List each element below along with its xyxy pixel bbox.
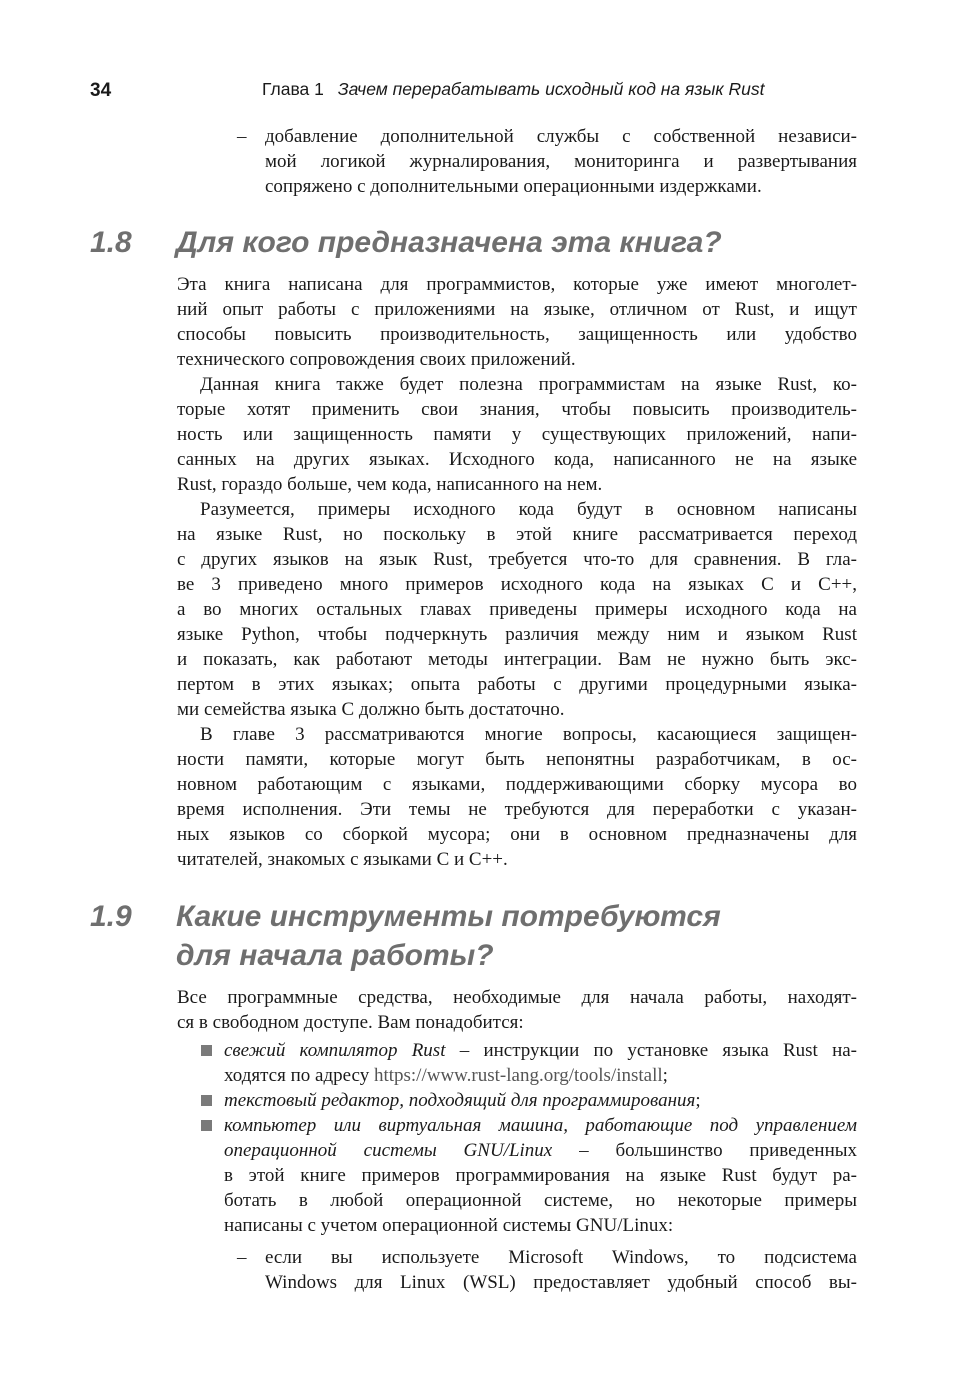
text-line: ности памяти, которые могут быть непонятны разработчикам, в ос- (177, 749, 857, 770)
text-line: языке Python, чтобы подчеркнуть различия между ним и языком Rust (177, 624, 857, 645)
text-line: санных на других языках. Исходного кода, написанного не на языке (177, 449, 857, 470)
text-line: В главе 3 рассматриваются многие вопросы, касающиеся защищен- (200, 724, 857, 745)
page-number: 34 (90, 80, 112, 101)
list-item-line: ботать в любой операционной системе, но некоторые примеры (224, 1190, 857, 1211)
bullet-icon (201, 1120, 212, 1131)
list-item-line (224, 1113, 857, 1138)
text-line: на языке Rust, но поскольку в этой книге рассматривается переход (177, 524, 857, 545)
dash-marker: – (237, 126, 247, 147)
section-title-line: Какие инструменты потребуются (176, 900, 721, 933)
list-item-line: написаны с учетом операционной системы GNU/Linux: (224, 1215, 674, 1236)
bullet-icon (201, 1095, 212, 1106)
text-line: а во многих остальных главах приведены примеры исходного кода на (177, 599, 857, 620)
text-line: читателей, знакомых с языками C и C++. (177, 849, 508, 870)
text-run: ; (695, 1090, 701, 1111)
list-item-line (224, 1138, 857, 1163)
text-run: ходятся по адресу (224, 1065, 374, 1086)
text-line: Данная книга также будет полезна программистам на языке Rust, ко- (200, 374, 857, 395)
text-run: – большинство приведенных (552, 1140, 858, 1161)
text-line: пертом в этих языках; опыта работы с другими процедурными языка- (177, 674, 857, 695)
text-line: ность или защищенность памяти у существующих приложений, напи- (177, 424, 857, 445)
text-line: ных языков со сборкой мусора; они в основном предназначены для (177, 824, 857, 845)
text-line: с других языков на язык Rust, требуется что-то для сравнения. В гла- (177, 549, 857, 570)
text-line: технического сопровождения своих приложений. (177, 349, 576, 370)
text-line: новном работающим с языками, поддерживающими сборку мусора во (177, 774, 857, 795)
text-line: ми семейства языка C должно быть достаточно. (177, 699, 565, 720)
dash-marker: – (237, 1247, 247, 1268)
text-line: Эта книга написана для программистов, которые уже имеют многолет- (177, 274, 857, 295)
list-item-line (224, 1088, 857, 1113)
section-title: Для кого предназначена эта книга? (176, 226, 722, 259)
text-line: если вы используете Microsoft Windows, то подсистема (265, 1247, 857, 1268)
text-line: Rust, гораздо больше, чем кода, написанного на нем. (177, 474, 603, 495)
section-number: 1.8 (90, 226, 132, 259)
text-line: ве 3 приведено много примеров исходного кода на языках C и C++, (177, 574, 857, 595)
text-line: сопряжено с дополнительными операционными издержками. (265, 176, 762, 197)
section-title-line: для начала работы? (176, 939, 494, 972)
text-line: торые хотят применить свои знания, чтобы повысить производитель- (177, 399, 857, 420)
emphasis: операционной системы GNU/Linux (224, 1140, 553, 1161)
chapter-title: Зачем перерабатывать исходный код на язык Rust (337, 79, 765, 99)
list-item-line: в этой книге примеров программирования на языке Rust будут ра- (224, 1165, 857, 1186)
text-line: Windows для Linux (WSL) предоставляет удобный способ вы- (265, 1272, 857, 1293)
chapter-heading (262, 79, 764, 100)
text-line: Разумеется, примеры исходного кода будут в основном написаны (200, 499, 857, 520)
text-line: мой логикой журналирования, мониторинга и развертывания (265, 151, 857, 172)
text-line: ний опыт работы с приложениями на языке, отличном от Rust, и ищут (177, 299, 857, 320)
emphasis: компьютер или виртуальная машина, работающие под управлением (224, 1115, 857, 1136)
section-number: 1.9 (90, 900, 132, 933)
running-header (0, 78, 974, 106)
text-line: способы повысить производительность, защищенность или удобство (177, 324, 857, 345)
text-line: добавление дополнительной службы с собственной независи- (265, 126, 857, 147)
list-item-line (224, 1063, 857, 1088)
rust-install-link[interactable]: https://www.rust-lang.org/tools/install (373, 1065, 663, 1086)
text-run: – инструкции по установке языка Rust на- (445, 1040, 857, 1061)
text-run: ; (662, 1065, 668, 1086)
text-line: Все программные средства, необходимые для начала работы, находят- (177, 987, 857, 1008)
bullet-icon (201, 1045, 212, 1056)
chapter-label: Глава 1 (262, 79, 324, 99)
emphasis: свежий компилятор Rust (224, 1040, 446, 1061)
list-item-line (224, 1038, 857, 1063)
text-line: время исполнения. Эти темы не требуются для переработки с указан- (177, 799, 857, 820)
emphasis: текстовый редактор, подходящий для программирования (224, 1090, 696, 1111)
text-line: и показать, как работают методы интеграции. Вам не нужно быть экс- (177, 649, 857, 670)
text-line: ся в свободном доступе. Вам понадобится: (177, 1012, 524, 1033)
